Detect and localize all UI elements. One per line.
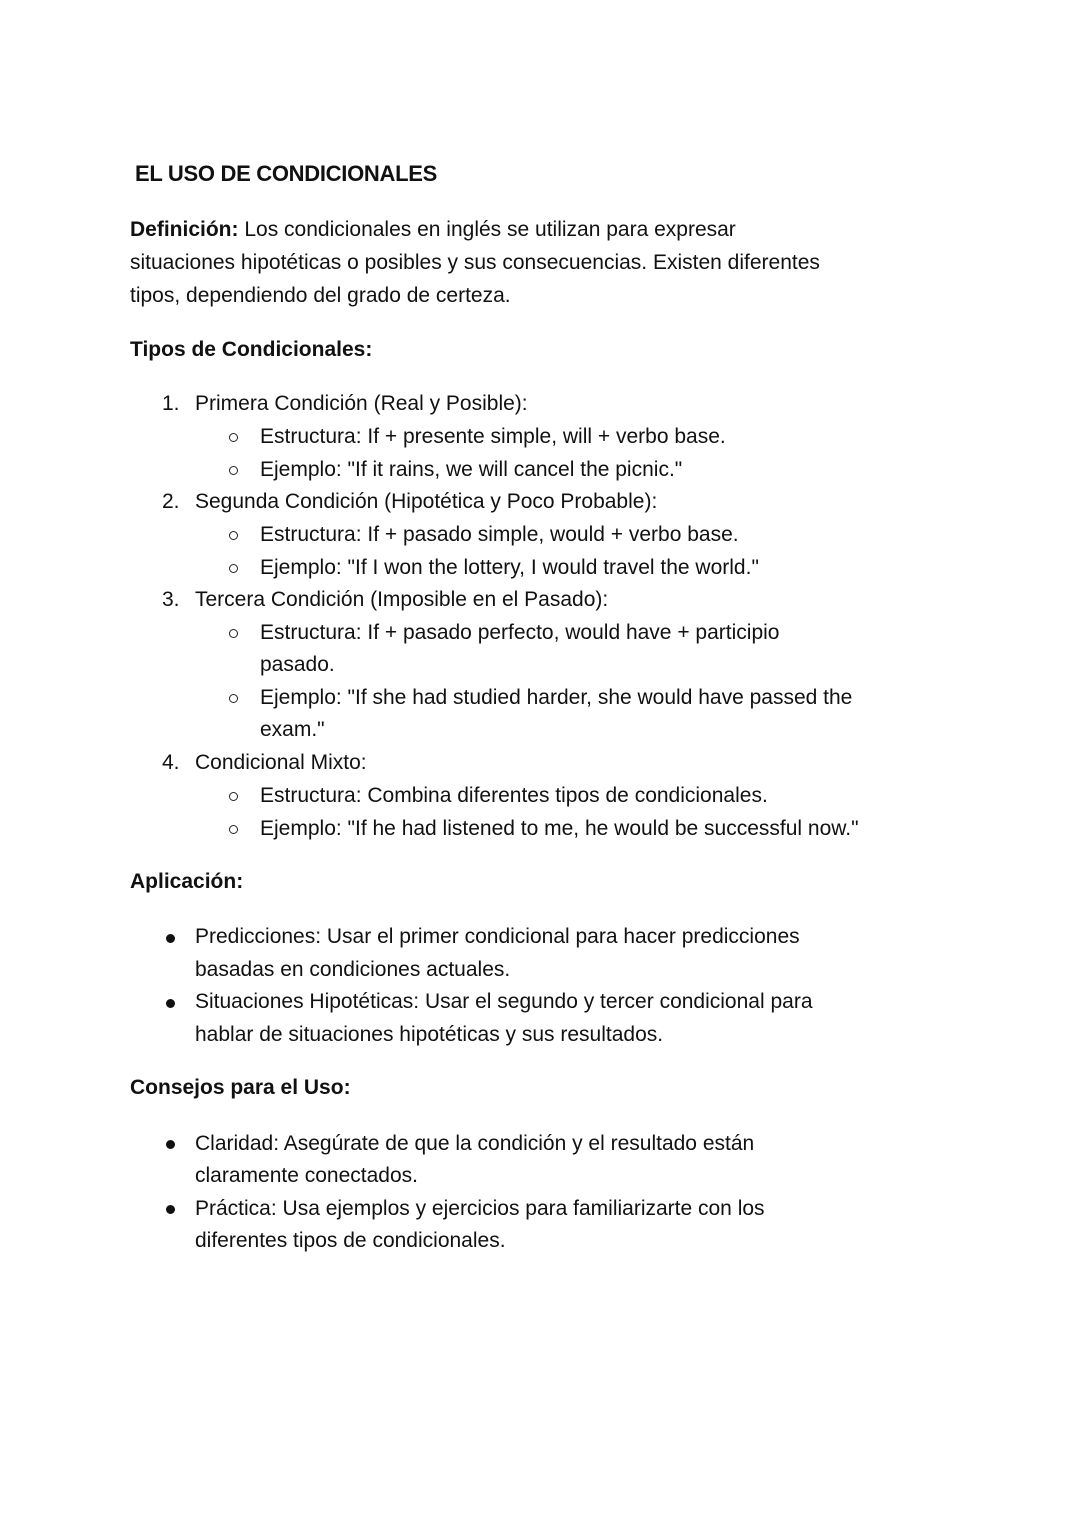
hollow-bullet-icon [229,433,238,442]
list-number: 4. [162,751,180,774]
bullet-icon [166,934,175,943]
type-structure: Estructura: If + pasado perfecto, would have + participio [260,621,780,644]
type-example: Ejemplo: "If he had listened to me, he would be successful now." [260,817,859,840]
tip-item-continued: diferentes tipos de condicionales. [195,1229,506,1252]
tips-heading: Consejos para el Uso: [130,1076,351,1099]
hollow-bullet-icon [229,694,238,703]
page-title: EL USO DE CONDICIONALES [135,161,437,186]
hollow-bullet-icon [229,466,238,475]
type-structure-continued: pasado. [260,653,335,676]
hollow-bullet-icon [229,825,238,834]
hollow-bullet-icon [229,629,238,638]
definition-line: situaciones hipotéticas o posibles y sus consecuencias. Existen diferentes [130,251,820,274]
definition-line: tipos, dependiendo del grado de certeza. [130,284,511,307]
bullet-icon [166,1205,175,1214]
list-number: 3. [162,588,180,611]
list-number: 1. [162,392,180,415]
bullet-icon [166,999,175,1008]
type-structure: Estructura: If + presente simple, will + verbo base. [260,425,726,448]
application-item-continued: basadas en condiciones actuales. [195,958,511,981]
application-item-continued: hablar de situaciones hipotéticas y sus resultados. [195,1023,664,1046]
tip-item-continued: claramente conectados. [195,1164,418,1187]
definition-line: Los condicionales en inglés se utilizan para expresar [238,218,736,241]
definition-label: Definición: [130,218,239,241]
type-label: Primera Condición (Real y Posible): [195,392,528,415]
definition-paragraph [130,213,960,312]
type-label: Tercera Condición (Imposible en el Pasado): [195,588,609,611]
type-label: Condicional Mixto: [195,751,367,774]
type-example: Ejemplo: "If it rains, we will cancel the picnic." [260,458,683,481]
type-structure: Estructura: Combina diferentes tipos de condicionales. [260,784,768,807]
hollow-bullet-icon [229,531,238,540]
application-item: Situaciones Hipotéticas: Usar el segundo y tercer condicional para [195,990,813,1013]
type-label: Segunda Condición (Hipotética y Poco Probable): [195,490,658,513]
type-structure: Estructura: If + pasado simple, would + verbo base. [260,523,739,546]
hollow-bullet-icon [229,792,238,801]
hollow-bullet-icon [229,564,238,573]
type-example-continued: exam." [260,718,325,741]
type-example: Ejemplo: "If she had studied harder, she would have passed the [260,686,853,709]
type-example: Ejemplo: "If I won the lottery, I would travel the world." [260,556,759,579]
types-heading: Tipos de Condicionales: [130,338,373,361]
list-number: 2. [162,490,180,513]
tip-item: Claridad: Asegúrate de que la condición y el resultado están [195,1132,755,1155]
bullet-icon [166,1140,175,1149]
application-heading: Aplicación: [130,870,244,893]
tip-item: Práctica: Usa ejemplos y ejercicios para familiarizarte con los [195,1197,765,1220]
application-item: Predicciones: Usar el primer condicional para hacer predicciones [195,925,800,948]
